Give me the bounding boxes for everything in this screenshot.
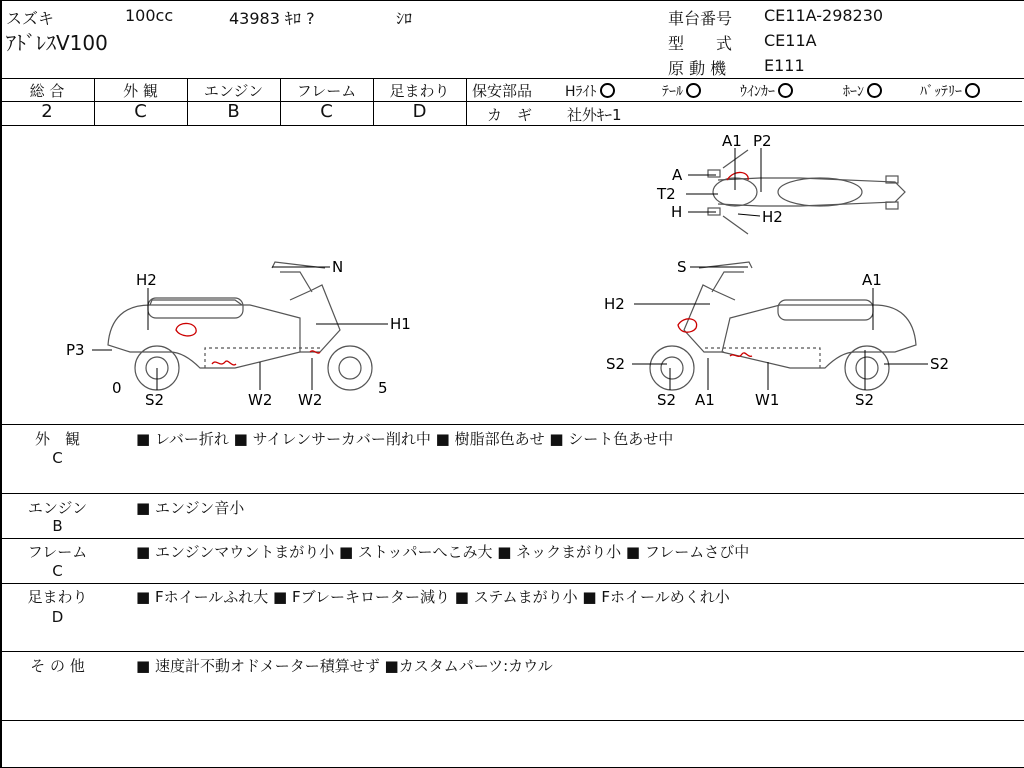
label-right-a1b: A1 (695, 391, 715, 409)
safety-item-winker: ｳｲﾝｶｰ (740, 81, 793, 101)
leader-lines (92, 148, 928, 390)
divider (0, 538, 1024, 539)
note-text-suspension: ■ Fホイールふれ大 ■ Fブレーキローター減り ■ ステムまがり小 ■ Fホイールめくれ小 (136, 588, 730, 606)
label-left-0: 0 (112, 379, 122, 397)
ok-circle-icon (965, 83, 980, 98)
label-top-a1: A1 (722, 132, 742, 150)
mileage: 43983 ｷﾛ ? (229, 9, 315, 28)
note-category-engine: エンジン (27, 499, 88, 517)
label-left-p3: P3 (66, 341, 85, 359)
displacement: 100cc (125, 6, 174, 25)
note-grade-suspension: D (51, 608, 64, 626)
note-category-exterior: 外 観 (34, 430, 80, 448)
label-right-s2c: S2 (657, 391, 677, 409)
grade-header-exterior: 外 観 (123, 82, 158, 100)
note-text-other: ■ 速度計不動オドメーター積算せず ■カスタムパーツ:カウル (136, 657, 553, 675)
safety-title: 保安部品 (472, 82, 533, 100)
label-top-a: A (672, 166, 683, 184)
label-right-w1: W1 (755, 391, 780, 409)
grade-overall: 2 (41, 101, 53, 122)
grade-engine: B (227, 101, 240, 122)
maker: スズキ (6, 9, 55, 28)
label-top-t2: T2 (657, 185, 676, 203)
safety-item-horn: ﾎｰﾝ (843, 81, 882, 101)
grade-exterior: C (134, 101, 147, 122)
safety-item-tail: ﾃｰﾙ (662, 81, 701, 101)
key-label: カ ギ (487, 106, 533, 124)
grade-header-frame: フレーム (296, 82, 357, 100)
safety-item-battery: ﾊﾞｯﾃﾘｰ (920, 81, 980, 101)
label-right-a1: A1 (862, 271, 882, 289)
label-left-n: N (332, 258, 344, 276)
label-left-w2a: W2 (248, 391, 273, 409)
divider (0, 493, 1024, 494)
engine-value: E111 (764, 56, 805, 75)
model-name: ｱﾄﾞﾚｽV100 (6, 31, 108, 55)
divider (0, 720, 1024, 721)
type-value: CE11A (764, 31, 817, 50)
note-grade-frame: C (52, 562, 63, 580)
grade-suspension: D (412, 101, 427, 122)
label-left-h2: H2 (136, 271, 157, 289)
label-top-h: H (671, 203, 683, 221)
label-top-p2: P2 (753, 132, 772, 150)
label-right-s2a: S2 (606, 355, 626, 373)
ok-circle-icon (600, 83, 615, 98)
engine-label: 原 動 機 (668, 59, 727, 78)
color: ｼﾛ (396, 9, 413, 28)
label-left-s2: S2 (145, 391, 165, 409)
grade-header-overall: 総 合 (29, 82, 65, 100)
label-right-s2b: S2 (930, 355, 950, 373)
divider (466, 78, 467, 125)
ok-circle-icon (686, 83, 701, 98)
type-label: 型 式 (668, 34, 733, 53)
divider (466, 101, 1022, 102)
safety-item-headlight: Hﾗｲﾄ (565, 81, 615, 101)
label-right-s2d: S2 (855, 391, 875, 409)
note-category-suspension: 足まわり (27, 588, 88, 606)
scooter-diagram (0, 126, 1022, 424)
note-category-other: そ の 他 (30, 657, 85, 675)
label-left-5: 5 (378, 379, 388, 397)
frame-no: CE11A-298230 (764, 6, 884, 25)
divider (0, 583, 1024, 584)
divider (0, 78, 1024, 79)
frame-no-label: 車台番号 (668, 9, 733, 28)
grade-header-engine: エンジン (203, 82, 264, 100)
grade-frame: C (320, 101, 333, 122)
label-left-w2b: W2 (298, 391, 323, 409)
divider (0, 651, 1024, 652)
note-text-exterior: ■ レバー折れ ■ サイレンサーカバー削れ中 ■ 樹脂部色あせ ■ シート色あせ中 (136, 430, 674, 448)
note-text-frame: ■ エンジンマウントまがり小 ■ ストッパーへこみ大 ■ ネックまがり小 ■ フレームさび中 (136, 543, 750, 561)
note-grade-exterior: C (52, 449, 63, 467)
label-right-s: S (677, 258, 687, 276)
note-grade-engine: B (52, 517, 63, 535)
label-right-h2: H2 (604, 295, 625, 313)
key-value: 社外ｷｰ1 (567, 106, 622, 124)
note-category-frame: フレーム (27, 543, 88, 561)
label-left-h1: H1 (390, 315, 411, 333)
ok-circle-icon (867, 83, 882, 98)
ok-circle-icon (778, 83, 793, 98)
label-top-h2: H2 (762, 208, 783, 226)
top-scooter-outline (708, 150, 905, 234)
note-text-engine: ■ エンジン音小 (136, 499, 245, 517)
divider (0, 424, 1024, 425)
grade-header-suspension: 足まわり (389, 82, 450, 100)
